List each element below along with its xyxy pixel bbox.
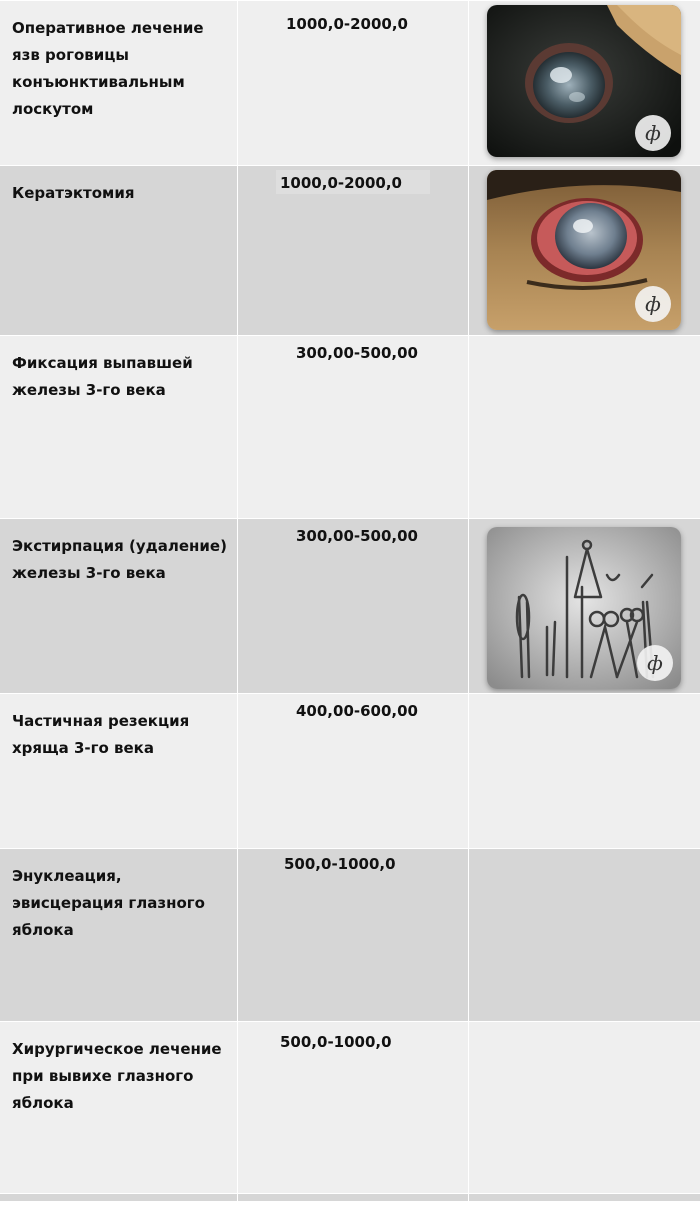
service-price: 300,00-500,00	[296, 527, 418, 545]
table-row	[0, 335, 700, 519]
table-row	[0, 1021, 700, 1194]
price-cell	[237, 1022, 468, 1194]
photo-cell	[468, 694, 700, 849]
service-name-cell	[0, 1022, 237, 1194]
table-row	[0, 518, 700, 694]
dog-eye-corneal-ulcer-photo	[487, 5, 681, 157]
price-cell	[237, 694, 468, 849]
dog-eye-keratectomy-photo	[487, 170, 681, 330]
service-name-cell	[0, 336, 237, 519]
service-name-cell	[0, 519, 237, 694]
service-price: 300,00-500,00	[296, 344, 418, 362]
service-price: 1000,0-2000,0	[286, 15, 408, 33]
table-row	[0, 848, 700, 1022]
photo-cell	[468, 1022, 700, 1194]
service-price: 500,0-1000,0	[280, 1033, 392, 1051]
photo-cell	[468, 849, 700, 1022]
service-name-cell	[0, 166, 237, 336]
table-row	[0, 165, 700, 336]
svg-text:ф: ф	[645, 292, 661, 316]
service-name-cell	[0, 1194, 237, 1208]
price-cell	[237, 519, 468, 694]
service-name: Экстирпация (удаление) железы 3-го века	[12, 537, 227, 582]
service-name: Фиксация выпавшей железы 3-го века	[12, 354, 193, 399]
photo-cell	[468, 519, 700, 694]
service-name: Кератэктомия	[12, 184, 135, 202]
service-name-cell	[0, 694, 237, 849]
service-name: Хирургическое лечение при вывихе глазного яблока	[12, 1040, 222, 1112]
service-name-cell	[0, 849, 237, 1022]
service-name: Оперативное лечение язв роговицы конъюнктивальным лоскутом	[12, 19, 204, 118]
price-cell	[237, 336, 468, 519]
table-row	[0, 693, 700, 849]
price-cell	[237, 1194, 468, 1204]
service-name: Частичная резекция хряща 3-го века	[12, 712, 190, 757]
svg-text:ф: ф	[647, 651, 663, 675]
price-cell	[237, 849, 468, 1022]
service-name-cell	[0, 1, 237, 166]
surgical-instruments-photo	[487, 527, 681, 689]
photo-cell	[468, 1, 700, 166]
price-cell	[237, 1, 468, 166]
svg-text:ф: ф	[645, 121, 661, 145]
service-name: Энуклеация, эвисцерация глазного яблока	[12, 867, 205, 939]
photo-cell	[468, 166, 700, 336]
service-price: 1000,0-2000,0	[280, 174, 402, 192]
table-row	[0, 0, 700, 166]
price-cell	[237, 166, 468, 336]
photo-cell	[468, 336, 700, 519]
service-price: 500,0-1000,0	[284, 855, 396, 873]
service-price: 400,00-600,00	[296, 702, 418, 720]
